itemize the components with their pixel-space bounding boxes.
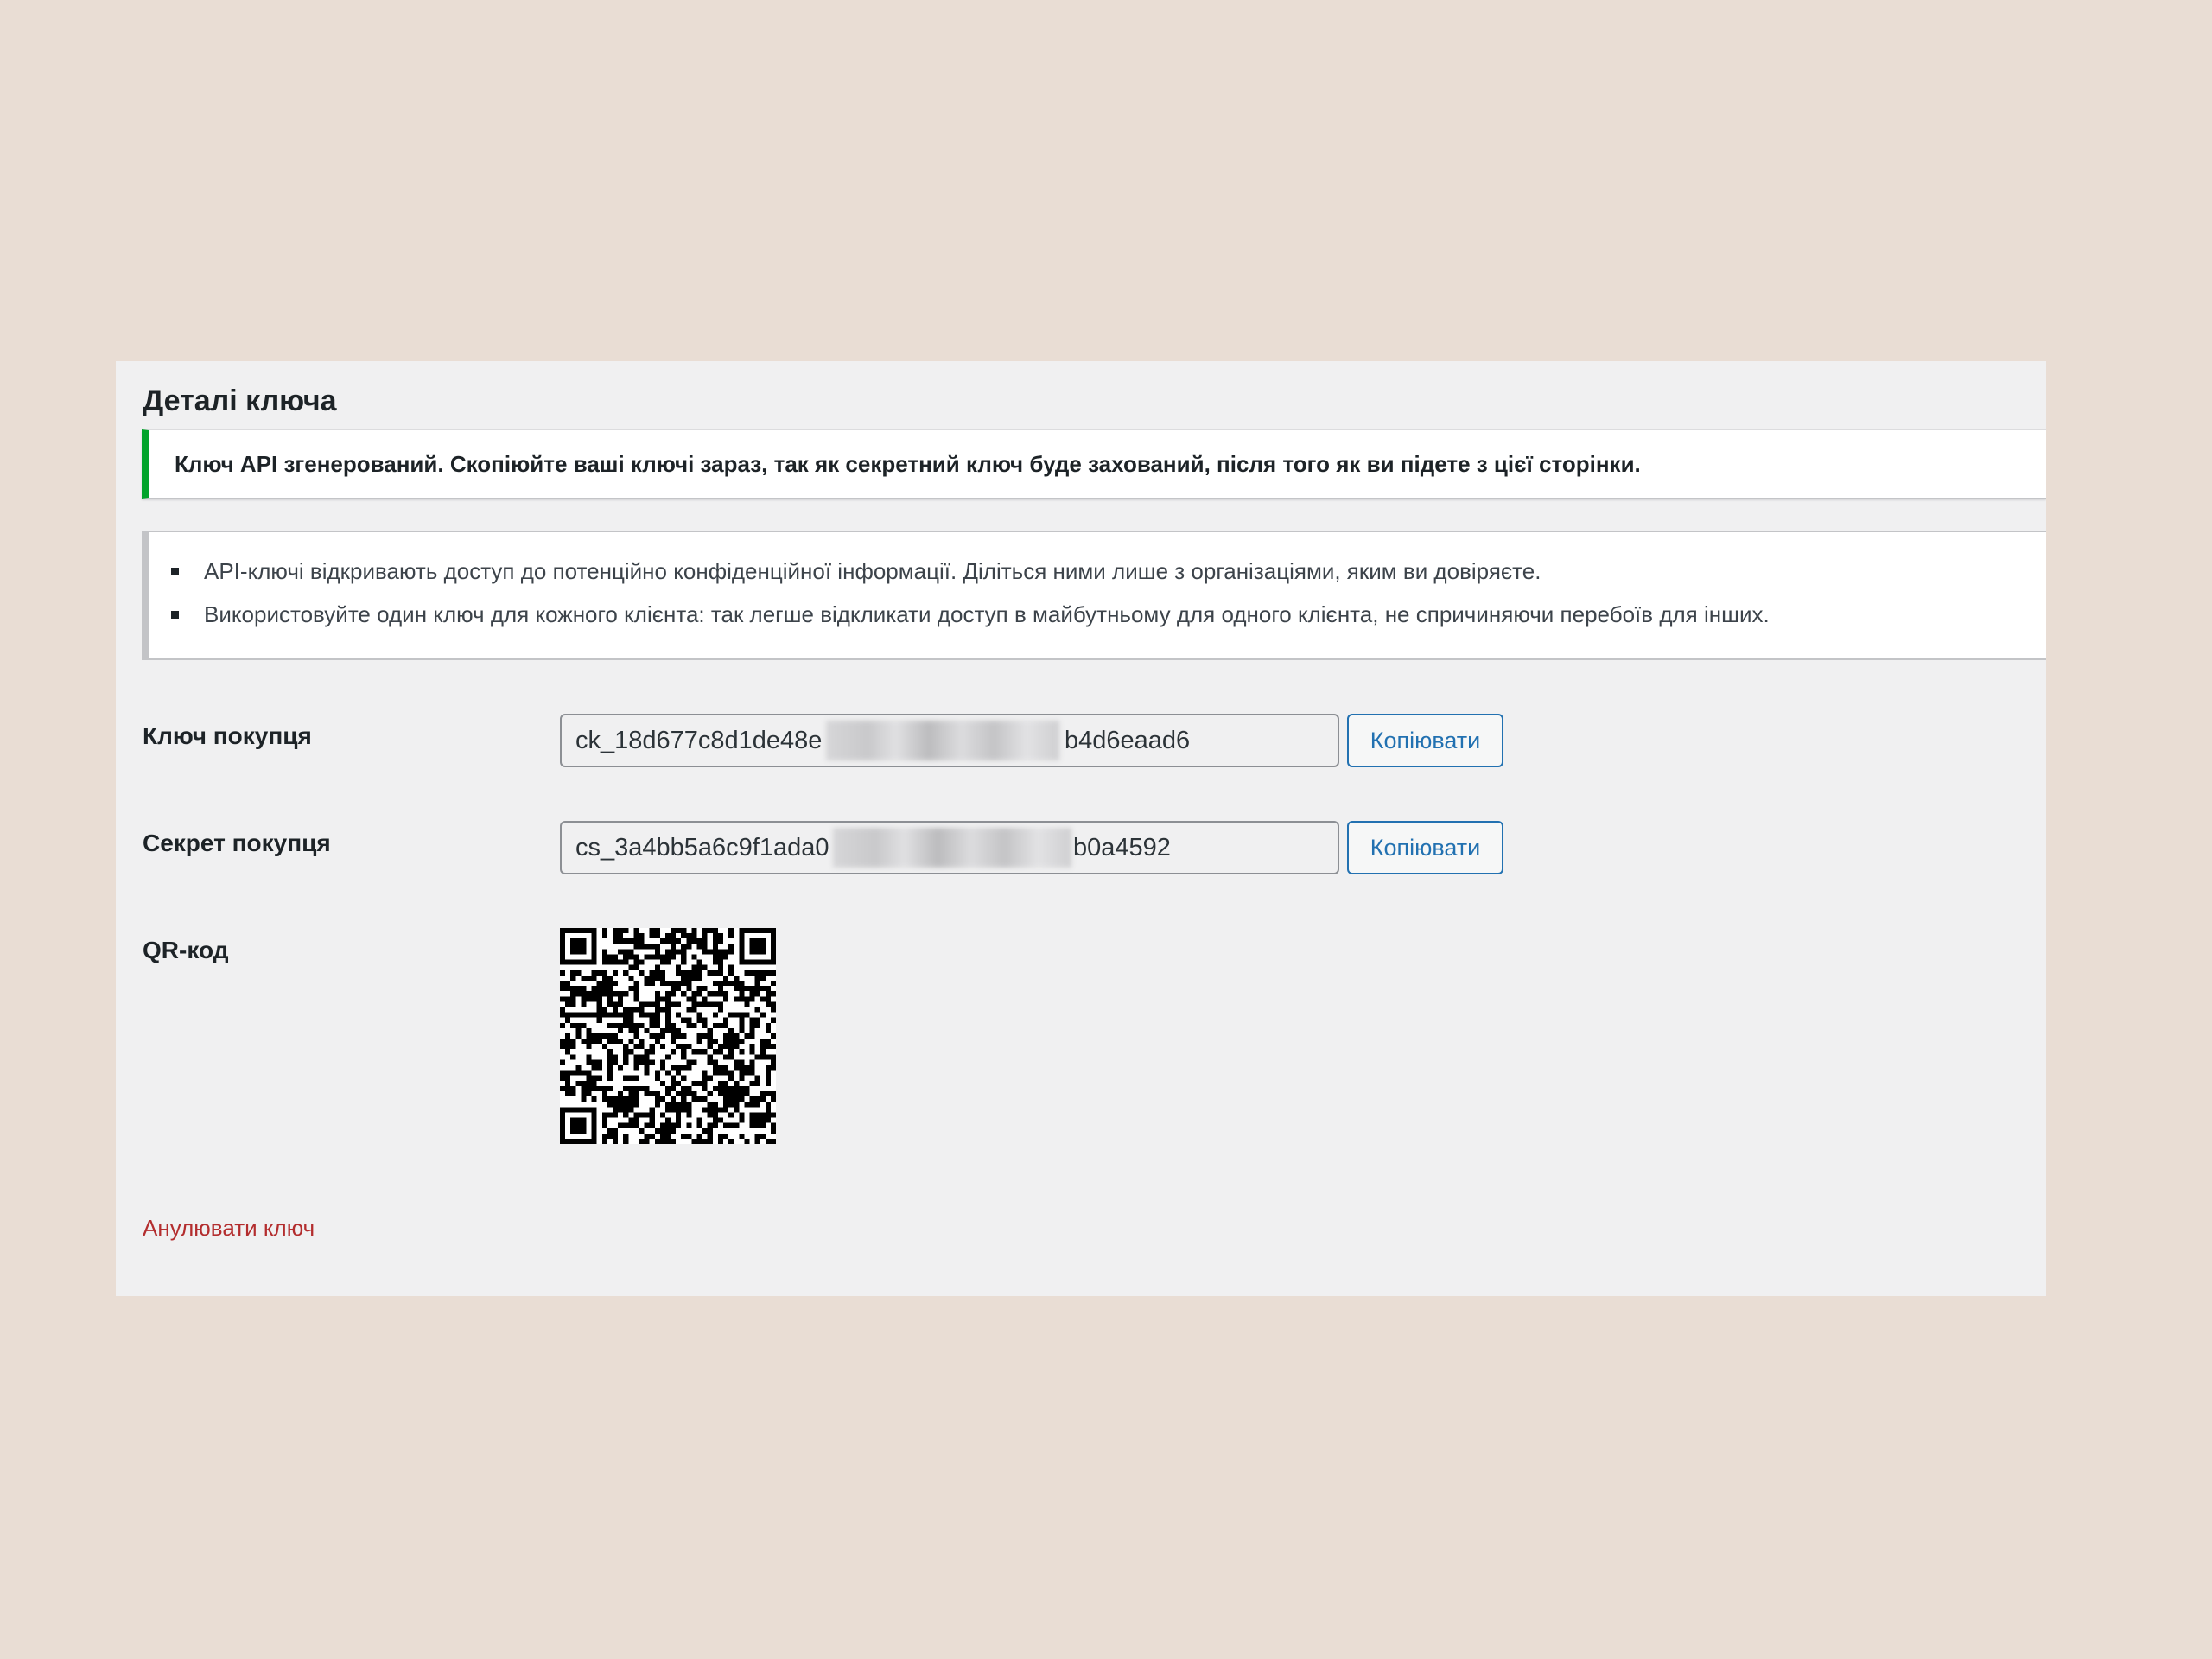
copy-consumer-key-button[interactable]: Копіювати xyxy=(1347,714,1503,767)
qr-modules xyxy=(560,928,776,1144)
consumer-key-label: Ключ покупця xyxy=(143,722,312,749)
info-notice-list xyxy=(171,550,1770,636)
key-details-panel xyxy=(116,361,2046,1296)
consumer-key-field[interactable] xyxy=(560,714,1339,767)
consumer-key-value-end: b4d6eaad6 xyxy=(1065,727,1191,754)
bullet-icon xyxy=(171,611,179,619)
consumer-secret-value-end: b0a4592 xyxy=(1073,834,1171,861)
redacted-blur xyxy=(826,721,1059,760)
consumer-secret-label: Секрет покупця xyxy=(143,830,331,856)
redacted-blur xyxy=(833,828,1071,868)
list-item-text: Використовуйте один ключ для кожного клієнта: так легше відкликати доступ в майбутньому для одного клієнта, не спричиняючи перебоїв для інших. xyxy=(204,601,1770,627)
qr-code-graphic xyxy=(560,928,776,1144)
consumer-key-value-start: ck_18d677c8d1de48e xyxy=(575,727,823,754)
consumer-secret-value-start: cs_3a4bb5a6c9f1ada0 xyxy=(575,834,830,861)
list-item-text: API-ключі відкривають доступ до потенційно конфіденційної інформації. Діліться ними лише з організаціями, яким ви довіряєте. xyxy=(204,558,1541,584)
list-item xyxy=(171,593,1770,636)
consumer-secret-field[interactable] xyxy=(560,821,1339,874)
success-notice xyxy=(142,429,2046,499)
qr-code-image xyxy=(560,928,776,1144)
success-notice-text: Ключ API згенерований. Скопіюйте ваші ключі зараз, так як секретний ключ буде захований, після того як ви підете з цієї сторінки. xyxy=(175,451,1641,477)
info-notice xyxy=(142,531,2046,660)
copy-consumer-secret-button[interactable]: Копіювати xyxy=(1347,821,1503,874)
page-title: Деталі ключа xyxy=(143,385,337,417)
list-item xyxy=(171,550,1770,593)
revoke-key-link[interactable]: Анулювати ключ xyxy=(143,1215,315,1241)
qr-code-label: QR-код xyxy=(143,937,229,963)
bullet-icon xyxy=(171,568,179,575)
